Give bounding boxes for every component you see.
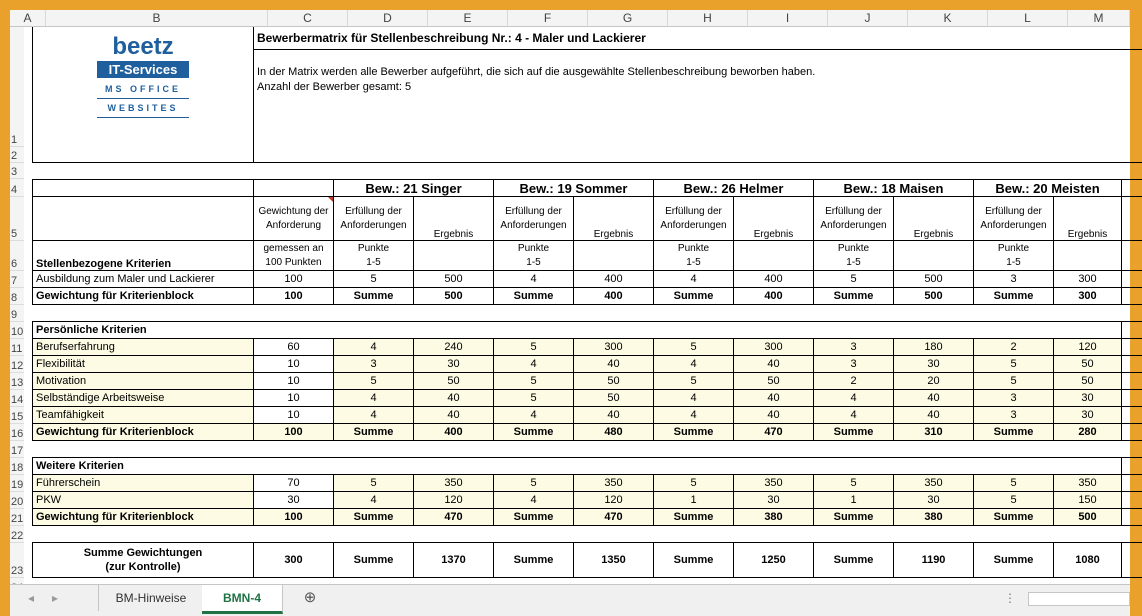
value-cell: 310 — [894, 424, 974, 440]
company-logo — [97, 35, 189, 118]
row-label: Ausbildung zum Maler und Lackierer — [32, 271, 254, 287]
caption-weight-2: Anforderung — [265, 219, 322, 231]
value-cell: 400 — [414, 424, 494, 440]
value-cell: 300 — [1054, 271, 1122, 287]
caption-result-blank-2 — [574, 241, 654, 270]
value-cell: 40 — [414, 407, 494, 423]
value-cell[interactable]: 3 — [974, 407, 1054, 423]
row-header-7[interactable]: 7 — [10, 271, 24, 288]
value-cell: Summe — [494, 543, 574, 577]
row-header-5[interactable]: 5 — [10, 197, 24, 241]
section-title: Weitere Kriterien — [32, 458, 1122, 474]
sheet-row-17 — [32, 441, 1142, 458]
value-cell[interactable]: 1 — [814, 492, 894, 508]
row-header-11[interactable]: 11 — [10, 339, 24, 356]
value-cell[interactable]: 1 — [654, 492, 734, 508]
logo-text-it-services: IT-Services — [97, 61, 189, 78]
criteria-row-training — [32, 271, 1142, 288]
value-cell[interactable]: 4 — [654, 356, 734, 372]
value-cell: 350 — [414, 475, 494, 491]
column-header-l[interactable]: L — [988, 10, 1068, 26]
row-label: PKW — [32, 492, 254, 508]
applicant-header-5: Bew.: 20 Meisten — [974, 180, 1122, 196]
sheet-row-22 — [32, 526, 1142, 543]
block-weight-row-1 — [32, 288, 1142, 305]
value-cell: 350 — [894, 475, 974, 491]
column-caption-row-2 — [32, 241, 1142, 271]
value-cell[interactable]: 5 — [494, 339, 574, 355]
sheet-row-header-block — [32, 27, 1142, 163]
value-cell: 300 — [574, 339, 654, 355]
caption-points-2: 1-5 — [686, 256, 701, 268]
value-cell: 40 — [574, 407, 654, 423]
row-header-10[interactable]: 10 — [10, 322, 24, 339]
column-header-f[interactable]: F — [508, 10, 588, 26]
value-cell: 40 — [734, 407, 814, 423]
value-cell: Summe — [334, 288, 414, 304]
caption-fulfilment-1 — [334, 197, 414, 240]
value-cell[interactable]: 4 — [334, 339, 414, 355]
row-header-18[interactable]: 18 — [10, 458, 24, 475]
caption-points-5 — [974, 241, 1054, 270]
column-header-c[interactable]: C — [268, 10, 348, 26]
applicant-header-row — [32, 179, 1142, 197]
logo-text-websites: WEBSITES — [107, 103, 179, 113]
column-header-b[interactable]: B — [46, 10, 268, 26]
row-header-22[interactable]: 22 — [10, 526, 24, 543]
caption-result-2: Ergebnis — [574, 197, 654, 240]
row-header-8[interactable]: 8 — [10, 288, 24, 305]
value-cell[interactable]: 4 — [814, 407, 894, 423]
value-cell: 500 — [894, 288, 974, 304]
value-cell[interactable]: 4 — [814, 390, 894, 406]
value-cell: 400 — [734, 288, 814, 304]
value-cell: 50 — [574, 373, 654, 389]
value-cell: 1080 — [1054, 543, 1122, 577]
value-cell[interactable]: 5 — [814, 475, 894, 491]
caption-fulfil-2: Anforderungen — [980, 219, 1047, 231]
applicant-header-4: Bew.: 18 Maisen — [814, 180, 974, 196]
value-cell: 40 — [894, 390, 974, 406]
value-cell: 300 — [1054, 288, 1122, 304]
row-label: Führerschein — [32, 475, 254, 491]
value-cell[interactable]: 3 — [814, 339, 894, 355]
row-header-17[interactable]: 17 — [10, 441, 24, 458]
weight-cell[interactable]: 10 — [254, 407, 334, 423]
value-cell: 40 — [574, 356, 654, 372]
row-label-2: (zur Kontrolle) — [105, 561, 181, 573]
value-cell: 4 — [654, 271, 734, 287]
row-label: Gewichtung für Kriterienblock — [32, 288, 254, 304]
weight-cell[interactable]: 10 — [254, 356, 334, 372]
value-cell: Summe — [974, 424, 1054, 440]
row-header-19[interactable]: 19 — [10, 475, 24, 492]
value-cell: 30 — [894, 356, 974, 372]
title-block — [254, 27, 1142, 163]
caption-points-4 — [814, 241, 894, 270]
page-title: Bewerbermatrix für Stellenbeschreibung Nr.: 4 - Maler und Lackierer — [254, 27, 1142, 50]
value-cell[interactable]: 3 — [334, 356, 414, 372]
caption-fulfilment-5 — [974, 197, 1054, 240]
value-cell: 400 — [574, 271, 654, 287]
value-cell: 1370 — [414, 543, 494, 577]
block-weight-row-2 — [32, 424, 1142, 441]
applicant-row-weight-spacer — [254, 180, 334, 196]
value-cell: 40 — [894, 407, 974, 423]
value-cell: 50 — [574, 390, 654, 406]
value-cell: 50 — [1054, 373, 1122, 389]
value-cell: 380 — [734, 509, 814, 525]
value-cell: 20 — [894, 373, 974, 389]
value-cell[interactable]: 4 — [654, 390, 734, 406]
caption-result-5: Ergebnis — [1054, 197, 1122, 240]
value-cell[interactable]: 4 — [654, 407, 734, 423]
value-cell: 400 — [574, 288, 654, 304]
caption-result-blank-4 — [894, 241, 974, 270]
value-cell: 1350 — [574, 543, 654, 577]
value-cell: 5 — [814, 271, 894, 287]
logo-divider-bottom — [97, 117, 189, 118]
caption-empty — [32, 197, 254, 240]
caption-fulfil-1: Erfüllung der — [345, 205, 402, 217]
value-cell: 120 — [574, 492, 654, 508]
value-cell: Summe — [494, 509, 574, 525]
value-cell[interactable]: 5 — [494, 373, 574, 389]
caption-fulfil-1: Erfüllung der — [665, 205, 722, 217]
caption-points-2: 1-5 — [526, 256, 541, 268]
caption-result-blank-3 — [734, 241, 814, 270]
weight-cell[interactable]: 10 — [254, 390, 334, 406]
value-cell[interactable]: 5 — [974, 373, 1054, 389]
value-cell: 500 — [414, 271, 494, 287]
row-label: Gewichtung für Kriterienblock — [32, 424, 254, 440]
value-cell: 120 — [1054, 339, 1122, 355]
caption-result-4: Ergebnis — [894, 197, 974, 240]
tab-bm-hinweise[interactable]: BM-Hinweise — [98, 585, 204, 611]
intro-text-1: In der Matrix werden alle Bewerber aufgeführt, die sich auf die ausgewählte Stellenbeschreibung beworben haben. — [257, 66, 816, 78]
caption-fulfil-2: Anforderungen — [340, 219, 407, 231]
column-header-bar — [10, 10, 1130, 27]
value-cell: 500 — [414, 288, 494, 304]
caption-result-3: Ergebnis — [734, 197, 814, 240]
value-cell[interactable]: 5 — [654, 475, 734, 491]
value-cell: 470 — [734, 424, 814, 440]
tab-bmn-4[interactable]: BMN-4 — [202, 585, 283, 614]
value-cell: Summe — [814, 509, 894, 525]
weight-cell[interactable]: 10 — [254, 373, 334, 389]
criteria-row-teamwork — [32, 407, 1142, 424]
value-cell[interactable]: 5 — [334, 475, 414, 491]
caption-weight — [254, 197, 334, 240]
value-cell[interactable]: 4 — [334, 390, 414, 406]
caption-weight-1: Gewichtung der — [258, 205, 329, 217]
caption-fulfil-1: Erfüllung der — [825, 205, 882, 217]
value-cell: 3 — [974, 271, 1054, 287]
criteria-row-flexibility — [32, 356, 1142, 373]
value-cell: 30 — [1054, 407, 1122, 423]
value-cell[interactable]: 3 — [974, 390, 1054, 406]
value-cell: 350 — [1054, 475, 1122, 491]
value-cell: 50 — [1054, 356, 1122, 372]
column-header-j[interactable]: J — [828, 10, 908, 26]
weight-cell[interactable]: 60 — [254, 339, 334, 355]
applicant-header-1: Bew.: 21 Singer — [334, 180, 494, 196]
spreadsheet-window — [10, 10, 1130, 584]
weight-cell: 300 — [254, 543, 334, 577]
caption-points-1 — [334, 241, 414, 270]
row-header-bar — [10, 27, 24, 595]
row-header-13[interactable]: 13 — [10, 373, 24, 390]
logo-text-beetz: beetz — [112, 33, 174, 60]
section-title-job: Stellenbezogene Kriterien — [32, 241, 254, 270]
worksheet-grid — [32, 27, 1142, 578]
row-header-6[interactable]: 6 — [10, 241, 24, 271]
more-options-icon[interactable]: ⋮ — [1004, 591, 1016, 605]
row-header-15[interactable]: 15 — [10, 407, 24, 424]
section-row-personal — [32, 322, 1142, 339]
criteria-row-driving-licence — [32, 475, 1142, 492]
value-cell[interactable]: 5 — [334, 373, 414, 389]
criteria-row-independent-work — [32, 390, 1142, 407]
row-label: Gewichtung für Kriterienblock — [32, 509, 254, 525]
column-header-d[interactable]: D — [348, 10, 428, 26]
sheet-row-9 — [32, 305, 1142, 322]
value-cell: 380 — [894, 509, 974, 525]
value-cell[interactable]: 5 — [974, 492, 1054, 508]
value-cell[interactable]: 2 — [974, 339, 1054, 355]
criteria-row-motivation — [32, 373, 1142, 390]
caption-fulfil-1: Erfüllung der — [505, 205, 562, 217]
value-cell: 40 — [734, 356, 814, 372]
column-header-k[interactable]: K — [908, 10, 988, 26]
value-cell[interactable]: 5 — [974, 356, 1054, 372]
value-cell: 30 — [894, 492, 974, 508]
row-header-3[interactable]: 3 — [10, 163, 24, 179]
caption-points-1: Punkte — [517, 242, 550, 254]
sheet-tab-bar — [10, 584, 1130, 616]
value-cell: Summe — [654, 509, 734, 525]
value-cell: 350 — [574, 475, 654, 491]
value-cell: 300 — [734, 339, 814, 355]
row-label — [32, 543, 254, 577]
caption-points-1: Punkte — [357, 242, 390, 254]
applicant-header-2: Bew.: 19 Sommer — [494, 180, 654, 196]
value-cell[interactable]: 5 — [974, 475, 1054, 491]
value-cell: 30 — [1054, 390, 1122, 406]
sheet-row-3 — [32, 163, 1142, 179]
value-cell: Summe — [974, 288, 1054, 304]
caption-measured-2: 100 Punkten — [265, 256, 322, 268]
value-cell: Summe — [334, 424, 414, 440]
intro-text-2: Anzahl der Bewerber gesamt: 5 — [257, 81, 412, 93]
row-header-9[interactable]: 9 — [10, 305, 24, 322]
value-cell: 150 — [1054, 492, 1122, 508]
value-cell: 240 — [414, 339, 494, 355]
caption-points-2: 1-5 — [1006, 256, 1021, 268]
value-cell[interactable]: 4 — [494, 492, 574, 508]
caption-result-blank-5 — [1054, 241, 1122, 270]
row-header-16[interactable]: 16 — [10, 424, 24, 441]
value-cell: Summe — [974, 543, 1054, 577]
value-cell: 470 — [414, 509, 494, 525]
value-cell: 500 — [894, 271, 974, 287]
value-cell: 4 — [494, 271, 574, 287]
column-header-e[interactable]: E — [428, 10, 508, 26]
weight-cell: 100 — [254, 424, 334, 440]
value-cell: Summe — [974, 509, 1054, 525]
column-header-h[interactable]: H — [668, 10, 748, 26]
weight-cell[interactable]: 30 — [254, 492, 334, 508]
caption-fulfilment-4 — [814, 197, 894, 240]
caption-measured — [254, 241, 334, 270]
value-cell: Summe — [654, 288, 734, 304]
row-header-23[interactable]: 23 — [10, 543, 24, 578]
caption-result-1: Ergebnis — [414, 197, 494, 240]
value-cell: Summe — [814, 543, 894, 577]
row-label: Selbständige Arbeitsweise — [32, 390, 254, 406]
caption-measured-1: gemessen an — [263, 242, 324, 254]
section-title: Persönliche Kriterien — [32, 322, 1122, 338]
value-cell: 400 — [734, 271, 814, 287]
value-cell[interactable]: 3 — [814, 356, 894, 372]
value-cell: 480 — [574, 424, 654, 440]
column-header-g[interactable]: G — [588, 10, 668, 26]
caption-fulfil-2: Anforderungen — [820, 219, 887, 231]
column-caption-row — [32, 197, 1142, 241]
value-cell[interactable]: 4 — [494, 356, 574, 372]
row-header-2[interactable]: 2 — [10, 147, 24, 163]
caption-points-1: Punkte — [837, 242, 870, 254]
column-header-i[interactable]: I — [748, 10, 828, 26]
value-cell: 5 — [334, 271, 414, 287]
weight-cell[interactable]: 70 — [254, 475, 334, 491]
row-header-20[interactable]: 20 — [10, 492, 24, 509]
row-label: Flexibilität — [32, 356, 254, 372]
value-cell: 470 — [574, 509, 654, 525]
caption-fulfil-2: Anforderungen — [500, 219, 567, 231]
value-cell: 50 — [734, 373, 814, 389]
caption-points-2: 1-5 — [846, 256, 861, 268]
value-cell[interactable]: 5 — [654, 373, 734, 389]
value-cell: 1250 — [734, 543, 814, 577]
column-header-a[interactable]: A — [10, 10, 46, 26]
value-cell: Summe — [654, 543, 734, 577]
caption-points-3 — [654, 241, 734, 270]
logo-cell — [32, 27, 254, 163]
row-label: Teamfähigkeit — [32, 407, 254, 423]
value-cell: 1190 — [894, 543, 974, 577]
horizontal-scrollbar[interactable] — [1028, 592, 1130, 606]
weight-cell: 100 — [254, 509, 334, 525]
criteria-row-car — [32, 492, 1142, 509]
value-cell[interactable]: 5 — [494, 475, 574, 491]
value-cell: Summe — [814, 288, 894, 304]
value-cell[interactable]: 5 — [654, 339, 734, 355]
value-cell: Summe — [334, 509, 414, 525]
value-cell: Summe — [334, 543, 414, 577]
applicant-header-3: Bew.: 26 Helmer — [654, 180, 814, 196]
value-cell: 120 — [414, 492, 494, 508]
row-label: Berufserfahrung — [32, 339, 254, 355]
value-cell: 350 — [734, 475, 814, 491]
criteria-row-experience — [32, 339, 1142, 356]
section-row-further — [32, 458, 1142, 475]
logo-divider — [97, 98, 189, 99]
row-label-1: Summe Gewichtungen — [83, 547, 203, 559]
block-weight-row-3 — [32, 509, 1142, 526]
row-header-4[interactable]: 4 — [10, 179, 24, 197]
value-cell[interactable]: 4 — [334, 407, 414, 423]
scroll-right-icon[interactable]: ▸ — [51, 591, 59, 605]
caption-fulfilment-3 — [654, 197, 734, 240]
value-cell[interactable]: 4 — [334, 492, 414, 508]
value-cell: 180 — [894, 339, 974, 355]
total-weight-row — [32, 543, 1142, 578]
value-cell: 280 — [1054, 424, 1122, 440]
value-cell: 40 — [734, 390, 814, 406]
row-header-21[interactable]: 21 — [10, 509, 24, 526]
logo-text-ms-office: MS OFFICE — [105, 84, 181, 94]
caption-fulfilment-2 — [494, 197, 574, 240]
row-header-14[interactable]: 14 — [10, 390, 24, 407]
value-cell: 30 — [414, 356, 494, 372]
scroll-left-icon[interactable]: ◂ — [27, 591, 35, 605]
comment-marker-icon — [328, 197, 333, 202]
caption-points-1: Punkte — [677, 242, 710, 254]
row-header-12[interactable]: 12 — [10, 356, 24, 373]
value-cell: Summe — [494, 288, 574, 304]
caption-fulfil-1: Erfüllung der — [985, 205, 1042, 217]
value-cell: 30 — [734, 492, 814, 508]
row-label: Motivation — [32, 373, 254, 389]
value-cell: Summe — [814, 424, 894, 440]
column-header-m[interactable]: M — [1068, 10, 1130, 26]
value-cell: 500 — [1054, 509, 1122, 525]
add-sheet-icon[interactable]: ⊕ — [303, 589, 317, 606]
value-cell: Summe — [654, 424, 734, 440]
caption-points-2 — [494, 241, 574, 270]
value-cell: 40 — [414, 390, 494, 406]
caption-points-2: 1-5 — [366, 256, 381, 268]
caption-fulfil-2: Anforderungen — [660, 219, 727, 231]
value-cell: Summe — [494, 424, 574, 440]
value-cell[interactable]: 2 — [814, 373, 894, 389]
value-cell: 50 — [414, 373, 494, 389]
caption-result-blank-1 — [414, 241, 494, 270]
caption-points-1: Punkte — [997, 242, 1030, 254]
value-cell[interactable]: 5 — [494, 390, 574, 406]
weight-cell: 100 — [254, 271, 334, 287]
value-cell[interactable]: 4 — [494, 407, 574, 423]
weight-cell: 100 — [254, 288, 334, 304]
row-header-1[interactable]: 1 — [10, 27, 24, 147]
applicant-row-spacer — [32, 180, 254, 196]
